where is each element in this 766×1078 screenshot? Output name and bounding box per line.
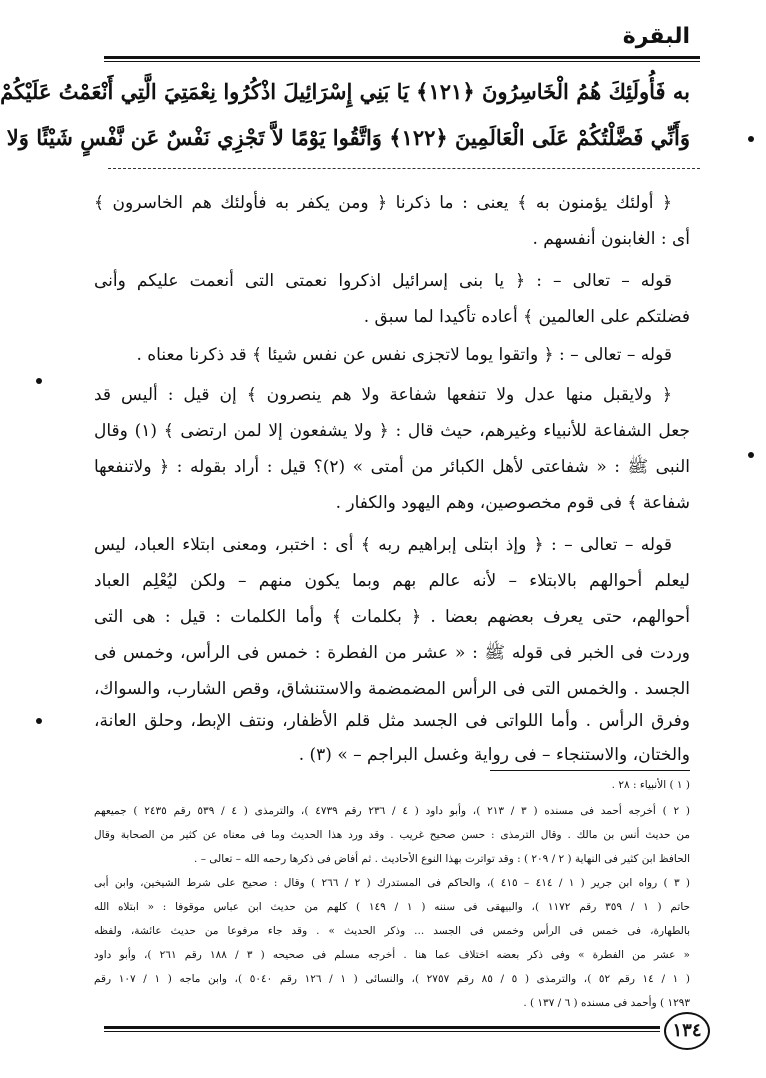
commentary-line: جعل الشفاعة للأنبياء وغيرهم، حيث قال : ﴿ ولا يشفعون إلا لمن ارتضى ﴾ (١) وقال — [94, 421, 690, 441]
quran-verse-line: به فَأُولَئِكَ هُمُ الْخَاسِرُونَ ﴿١٢١﴾ يَا بَنِي إِسْرَائِيلَ اذْكُرُوا نِعْمَتِيَ الَّتِي أَنْعَمْتُ عَلَيْكُمْ — [0, 79, 690, 104]
footer-rule-thick — [104, 1026, 660, 1029]
header-rule-thin — [104, 61, 700, 62]
footnote-line: « عشر من الفطرة » وفى ذكر بعضه اختلاف عما هنا . أخرجه مسلم فى صحيحه ( ٣ / ١٨٨ رقم ٢٦١ )، وأبو داود — [94, 949, 690, 961]
commentary-line: وفرق الرأس . وأما اللواتى فى الجسد مثل قلم الأظفار، ونتف الإبط، وحلق العانة، — [94, 711, 690, 731]
footnote-line: ( ١ ) الأنبياء : ٢٨ . — [611, 779, 690, 791]
footnote-line: الحافظ ابن كثير فى النهاية ( ٢ / ٢٠٩ ) : وقد تواترت بهذا النوع الأحاديث . ثم أفاض فى ذكرها رحمه الله – تعالى – . — [194, 853, 690, 865]
margin-dot — [748, 136, 754, 142]
commentary-line: ﴿ ولايقبل منها عدل ولا تنفعها شفاعة ولا هم ينصرون ﴾ إن قيل : أليس قد — [94, 385, 672, 405]
commentary-line: الجسد . والخمس التى فى الرأس المضمضمة والاستنشاق، وقص الشارب، والسواك، — [94, 679, 690, 699]
footer-rule-thin — [104, 1031, 660, 1032]
commentary-line: قوله – تعالى – : ﴿ يا بنى إسرائيل اذكروا نعمتى التى أنعمت عليكم وأنى — [94, 271, 672, 291]
margin-dot — [748, 452, 754, 458]
commentary-line: أحوالهم، حتى يعرف بعضهم بعضا . ﴿ بكلمات ﴾ وأما الكلمات : قيل : هى التى — [94, 607, 690, 627]
footnote-line: ( ٢ ) أخرجه أحمد فى مسنده ( ٣ / ٢١٣ )، وأبو داود ( ٤ / ٢٣٦ رقم ٤٧٣٩ )، والترمذى ( ٤ / ٥٣٩ رقم ٢٤٣٥ ) جميعهم — [94, 805, 690, 817]
footnote-line: ( ٣ ) رواه ابن جرير ( ١ / ٤١٤ – ٤١٥ )، والحاكم فى المستدرك ( ٢ / ٢٦٦ ) وقال : صحيح على شرط الشيخين، وابن أبى — [94, 877, 691, 889]
commentary-line: شفاعة ﴾ فى قوم مخصوصين، وهم اليهود والكفار . — [335, 493, 690, 513]
commentary-line: ليعلم أحوالهم بالابتلاء – لأنه عالم بهم وبما يكون منهم – ولكن ليُعْلِم العباد — [94, 571, 690, 591]
page-number: ١٣٤ — [664, 1012, 710, 1050]
commentary-line: قوله – تعالى – : ﴿ واتقوا يوما لاتجزى نفس عن نفس شيئا ﴾ قد ذكرنا معناه . — [136, 345, 672, 365]
commentary-line: والختان، والاستنجاء – فى رواية وغسل البراجم – » (٣) . — [298, 745, 690, 765]
margin-dot — [36, 378, 42, 384]
commentary-line: قوله – تعالى – : ﴿ وإذ ابتلى إبراهيم ربه ﴾ أى : اختبر، ومعنى ابتلاء العباد، ليس — [94, 535, 672, 555]
header-rule-thick — [104, 56, 700, 59]
footnote-separator — [490, 770, 690, 771]
margin-dot — [36, 718, 42, 724]
verse-separator — [108, 168, 700, 169]
commentary-line: وردت فى الخبر فى قوله ﷺ : « عشر من الفطرة : خمس فى الرأس، وخمس فى — [94, 643, 690, 663]
quran-verse-line: وَأَنِّي فَضَّلْتُكُمْ عَلَى الْعَالَمِينَ ﴿١٢٢﴾ وَاتَّقُوا يَوْمًا لاَّ تَجْزِي نَفْسٌ عَن نَّفْسٍ شَيْئًا وَلا — [6, 125, 690, 150]
footnote-line: ( ١ / ١٤ رقم ٥٢ )، والترمذى ( ٥ / ٨٥ رقم ٢٧٥٧ )، والنسائى ( ١ / ١٢٦ رقم ٥٠٤٠ )، وابن ماجه ( ١ / ١٠٧ رقم — [94, 973, 691, 985]
surah-title: البقرة — [622, 24, 690, 49]
commentary-line: النبى ﷺ : « شفاعتى لأهل الكبائر من أمتى » (٢)؟ قيل : أراد بقوله : ﴿ ولاتنفعها — [94, 457, 690, 477]
commentary-line: ﴿ أولئك يؤمنون به ﴾ يعنى : ما ذكرنا ﴿ ومن يكفر به فأولئك هم الخاسرون ﴾ — [94, 193, 672, 213]
footnote-line: بالطهارة، فى خمس فى الرأس وخمس فى الجسد ... وذكر الحديث » . وقد جاء مرفوعا من حديث عائشة، ولفظه — [94, 925, 690, 937]
footnote-line: ١٢٩٣ ) وأحمد فى مسنده ( ٦ / ١٣٧ ) . — [523, 997, 690, 1009]
footnote-line: حاتم ( ١ / ٣٥٩ رقم ١١٧٢ )، والبيهقى فى سننه ( ١ / ١٤٩ ) كلهم من حديث ابن عباس موقوفا : « ابتلاه الله — [94, 901, 691, 913]
commentary-line: فضلتكم على العالمين ﴾ أعاده تأكيدا لما سبق . — [363, 307, 690, 327]
commentary-line: أى : الغابنون أنفسهم . — [532, 229, 690, 249]
footnote-line: من حديث أنس بن مالك . وقال الترمذى : حسن صحيح غريب . وقد ورد هذا الحديث وما فى معناه عن كثير من الصحابة وقال — [94, 829, 690, 841]
